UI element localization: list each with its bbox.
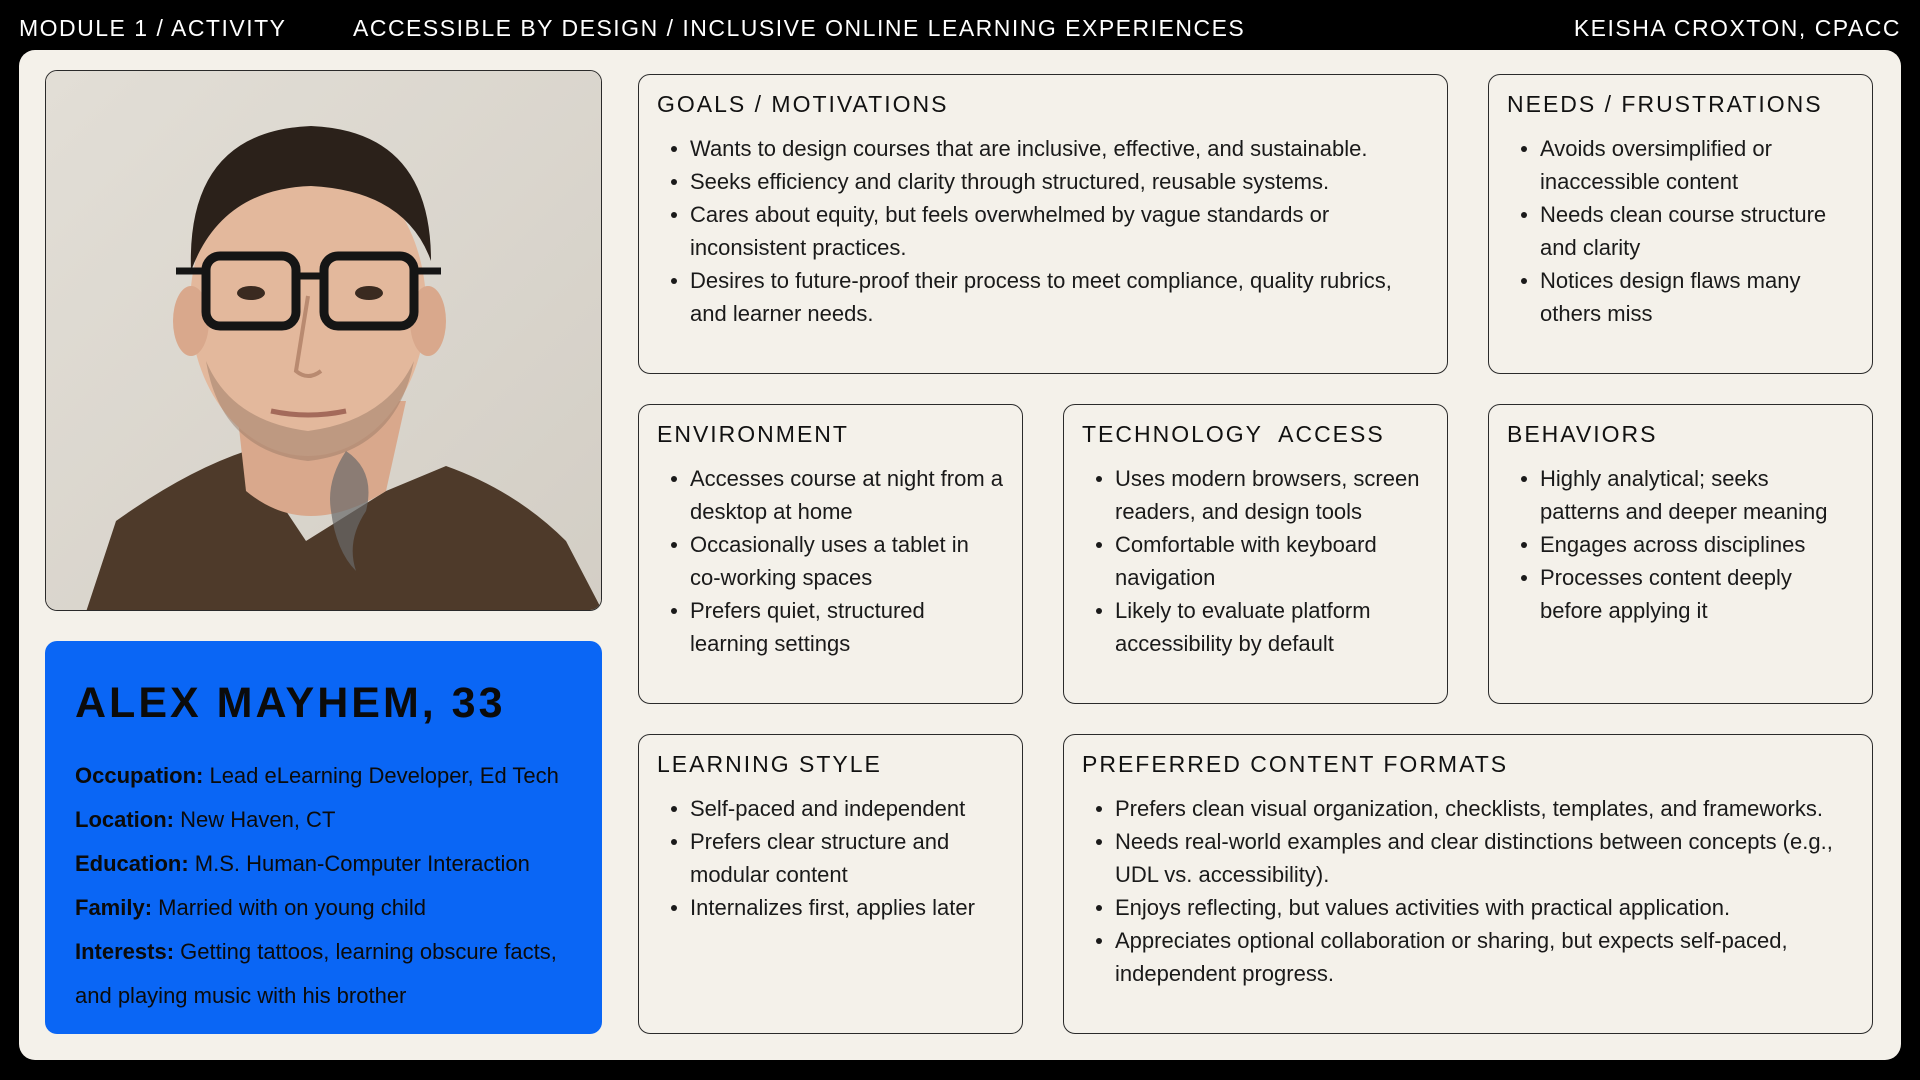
list-item: Uses modern browsers, screen readers, and design tools [1096, 462, 1429, 528]
list-item: Seeks efficiency and clarity through structured, reusable systems. [671, 165, 1429, 198]
card-title: TECHNOLOGY ACCESS [1082, 421, 1385, 447]
bullet-list [1507, 462, 1854, 627]
field-value: M.S. Human-Computer Interaction [188, 851, 530, 876]
behaviors-card [1488, 404, 1873, 704]
list-item: Avoids oversimplified or inaccessible content [1521, 132, 1854, 198]
list-item: Needs real-world examples and clear distinctions between concepts (e.g., UDL vs. accessibility). [1096, 825, 1854, 891]
needs-card [1488, 74, 1873, 374]
field-value: New Haven, CT [174, 807, 336, 832]
list-item: Processes content deeply before applying it [1521, 561, 1854, 627]
environment-card [638, 404, 1023, 704]
content-formats-card [1063, 734, 1873, 1034]
header-bar [0, 0, 1920, 50]
list-item: Engages across disciplines [1521, 528, 1854, 561]
field-label: Location: [75, 807, 174, 832]
list-item: Accesses course at night from a desktop at home [671, 462, 1004, 528]
profile-education [75, 842, 572, 886]
module-label: MODULE 1 / ACTIVITY [19, 15, 287, 41]
card-title: LEARNING STYLE [657, 751, 882, 777]
list-item: Self-paced and independent [671, 792, 1004, 825]
card-title: NEEDS / FRUSTRATIONS [1507, 91, 1823, 117]
bullet-list [657, 792, 1004, 924]
bullet-list [1082, 792, 1854, 990]
profile-occupation [75, 754, 572, 798]
bullet-list [657, 462, 1004, 660]
list-item: Appreciates optional collaboration or sharing, but expects self-paced, independent progress. [1096, 924, 1854, 990]
list-item: Notices design flaws many others miss [1521, 264, 1854, 330]
field-value: Married with on young child [152, 895, 426, 920]
list-item: Prefers quiet, structured learning settings [671, 594, 1004, 660]
list-item: Desires to future-proof their process to meet compliance, quality rubrics, and learner needs. [671, 264, 1429, 330]
list-item: Internalizes first, applies later [671, 891, 1004, 924]
field-label: Interests: [75, 939, 175, 964]
field-label: Education: [75, 851, 189, 876]
list-item: Highly analytical; seeks patterns and deeper meaning [1521, 462, 1854, 528]
list-item: Cares about equity, but feels overwhelmed by vague standards or inconsistent practices. [671, 198, 1429, 264]
technology-card [1063, 404, 1448, 704]
list-item: Likely to evaluate platform accessibility by default [1096, 594, 1429, 660]
card-title: BEHAVIORS [1507, 421, 1658, 447]
bullet-list [657, 132, 1429, 330]
list-item: Enjoys reflecting, but values activities with practical application. [1096, 891, 1854, 924]
list-item: Prefers clear structure and modular content [671, 825, 1004, 891]
persona-photo [45, 70, 602, 611]
bullet-list [1082, 462, 1429, 660]
learning-style-card [638, 734, 1023, 1034]
list-item: Wants to design courses that are inclusive, effective, and sustainable. [671, 132, 1429, 165]
persona-name: ALEX MAYHEM, 33 [75, 679, 506, 727]
card-title: PREFERRED CONTENT FORMATS [1082, 751, 1509, 777]
profile-card [45, 641, 602, 1034]
list-item: Prefers clean visual organization, checklists, templates, and frameworks. [1096, 792, 1854, 825]
profile-location [75, 798, 572, 842]
card-title: ENVIRONMENT [657, 421, 849, 447]
author-name: KEISHA CROXTON, CPACC [1573, 15, 1901, 41]
list-item: Occasionally uses a tablet in co-working spaces [671, 528, 1004, 594]
field-label: Family: [75, 895, 153, 920]
field-value: Lead eLearning Developer, Ed Tech [203, 763, 559, 788]
profile-family [75, 886, 572, 930]
bullet-list [1507, 132, 1854, 330]
profile-interests [75, 930, 572, 1018]
course-title: ACCESSIBLE BY DESIGN / INCLUSIVE ONLINE LEARNING EXPERIENCES [353, 15, 1246, 41]
field-value: Getting tattoos, learning obscure facts, and playing music with his brother [75, 939, 557, 1008]
card-title: GOALS / MOTIVATIONS [657, 91, 949, 117]
list-item: Needs clean course structure and clarity [1521, 198, 1854, 264]
goals-card [638, 74, 1448, 374]
field-label: Occupation: [75, 763, 204, 788]
list-item: Comfortable with keyboard navigation [1096, 528, 1429, 594]
